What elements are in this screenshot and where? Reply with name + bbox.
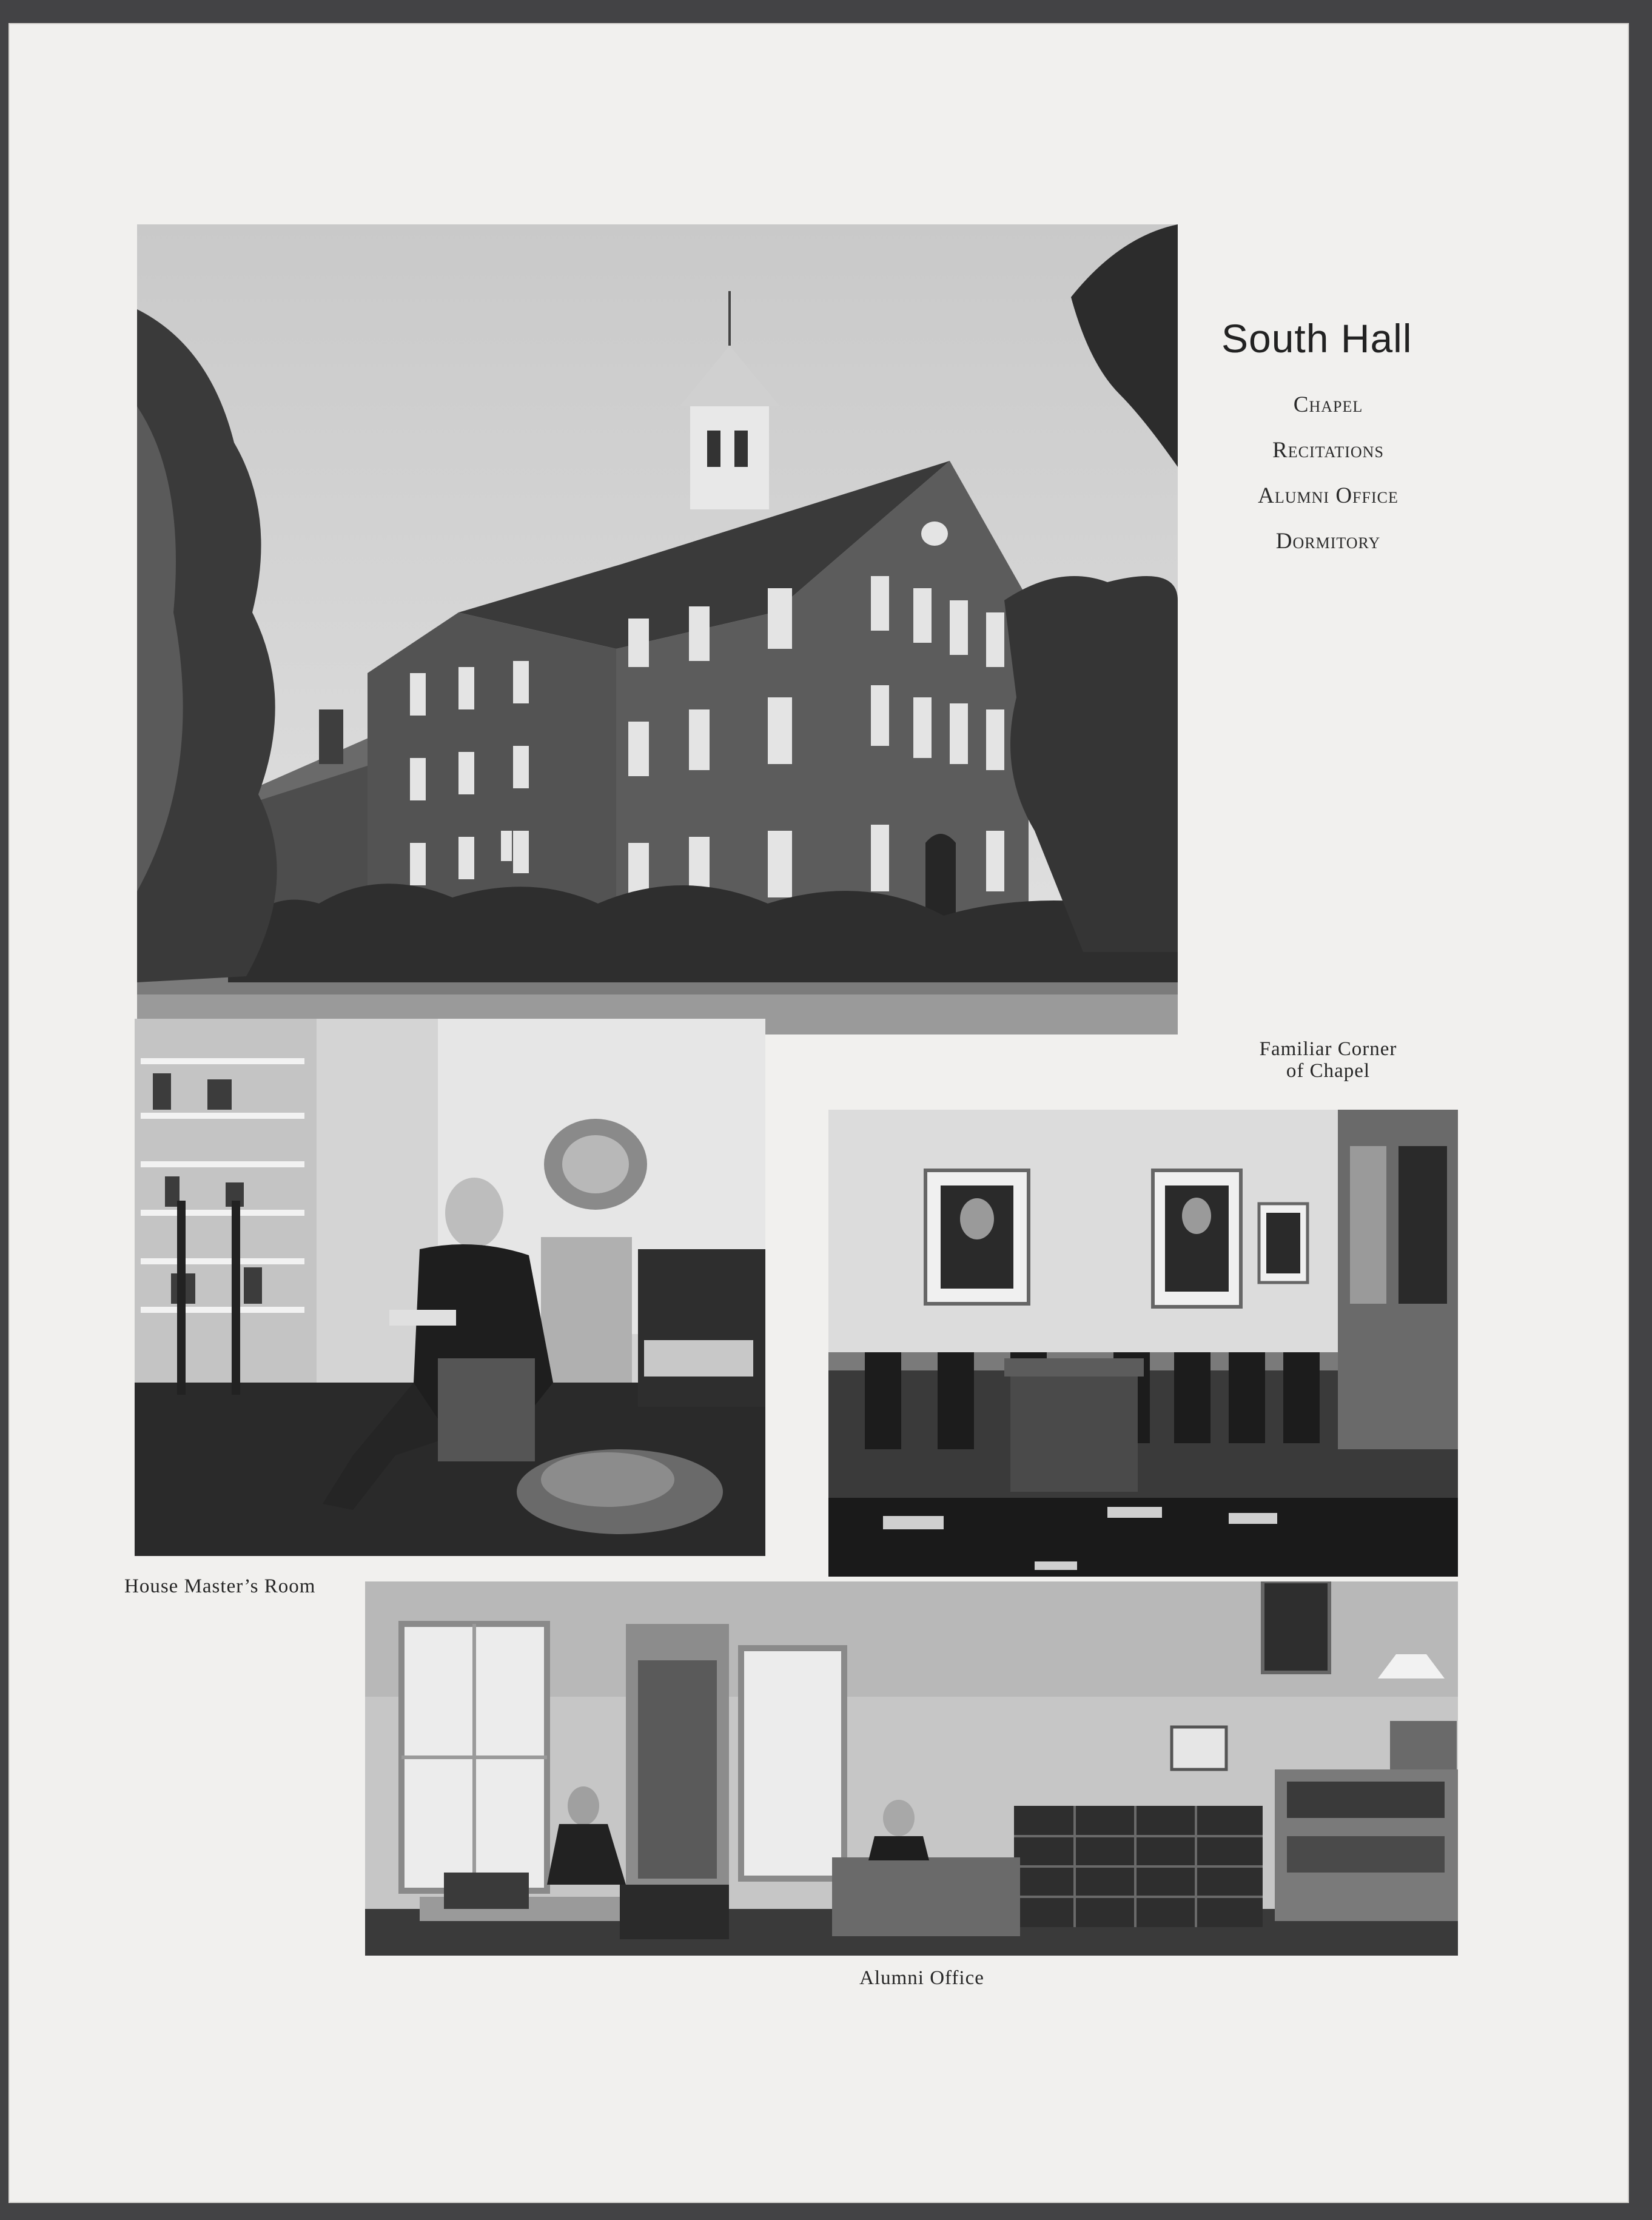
south-hall-building-photo: [137, 224, 1178, 1035]
caption-line: Familiar Corner: [1259, 1038, 1397, 1060]
house-masters-room-caption: House Master’s Room: [124, 1575, 316, 1597]
house-masters-room-photo: [135, 1019, 765, 1556]
list-item: Chapel: [1293, 392, 1363, 417]
list-item: Alumni Office: [1258, 483, 1398, 508]
list-item: Dormitory: [1275, 529, 1381, 554]
alumni-office-caption: Alumni Office: [859, 1967, 984, 1989]
page-title: South Hall: [1221, 316, 1412, 361]
caption-line: of Chapel: [1286, 1060, 1371, 1082]
chapel-corner-photo: [828, 1110, 1458, 1577]
alumni-office-photo: [365, 1581, 1458, 1956]
building-uses-list: [1207, 393, 1449, 575]
list-item: Recitations: [1272, 438, 1384, 463]
chapel-corner-caption: [1225, 1038, 1431, 1082]
